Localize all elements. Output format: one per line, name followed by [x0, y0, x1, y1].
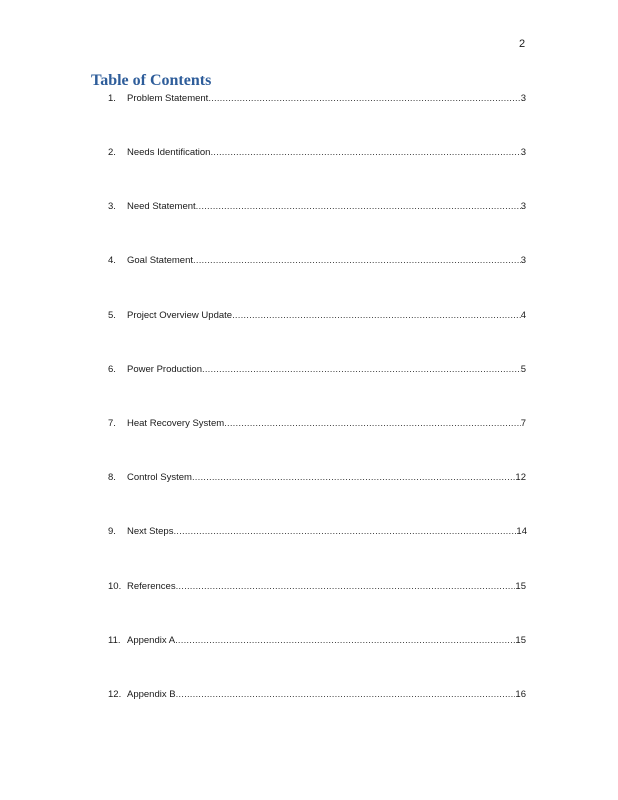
toc-entry-page: 3: [520, 147, 526, 158]
toc-dot-leader: [175, 634, 515, 648]
toc-dot-leader: [196, 200, 521, 214]
toc-entry[interactable]: [108, 363, 526, 377]
toc-title: Table of Contents: [91, 72, 212, 89]
toc-dot-leader: [173, 525, 516, 539]
toc-entry-number: 7.: [108, 418, 116, 429]
toc-entry[interactable]: [108, 580, 526, 594]
toc-entry-number: 9.: [108, 526, 116, 537]
toc-entry-label: Appendix B: [127, 689, 176, 700]
toc-dot-leader: [232, 309, 521, 323]
toc-dot-leader: [193, 254, 521, 268]
toc-entry-label: Appendix A: [127, 635, 176, 646]
toc-entry-label: Power Production: [127, 364, 202, 375]
toc-entry-number: 12.: [108, 689, 122, 700]
toc-entry-label: Problem Statement: [127, 93, 209, 104]
toc-entry[interactable]: [108, 634, 526, 648]
toc-entry-number: 6.: [108, 364, 116, 375]
toc-entry[interactable]: [108, 146, 526, 160]
toc-dot-leader: [208, 92, 520, 106]
toc-entry-page: 15: [515, 635, 526, 646]
toc-entry-label: Needs Identification: [127, 147, 211, 158]
toc-entry-label: Goal Statement: [127, 255, 194, 266]
toc-entry-number: 8.: [108, 472, 116, 483]
toc-dot-leader: [176, 580, 516, 594]
toc-entry-number: 2.: [108, 147, 116, 158]
toc-entry-number: 1.: [108, 93, 116, 104]
toc-dot-leader: [192, 471, 515, 485]
page-number: 2: [519, 38, 526, 50]
toc-entry[interactable]: [108, 92, 526, 106]
toc-entry[interactable]: [108, 471, 526, 485]
toc-entry-number: 4.: [108, 255, 116, 266]
toc-entry-label: Heat Recovery System: [127, 418, 225, 429]
toc-entry-page: 4: [520, 310, 526, 321]
toc-entry-label: Project Overview Update: [127, 310, 233, 321]
toc-entry-page: 3: [520, 255, 526, 266]
toc-entry[interactable]: [108, 309, 526, 323]
toc-dot-leader: [202, 363, 521, 377]
toc-entry-number: 10.: [108, 581, 122, 592]
toc-dot-leader: [210, 146, 520, 160]
toc-entry[interactable]: [108, 417, 526, 431]
toc-entry-page: 16: [515, 689, 526, 700]
toc-entry-page: 3: [520, 201, 526, 212]
toc-entry-label: Need Statement: [127, 201, 196, 212]
toc-entry-label: References: [127, 581, 176, 592]
toc-entry-page: 15: [515, 581, 526, 592]
toc-entry-page: 7: [520, 418, 526, 429]
toc-entry-number: 11.: [108, 635, 121, 646]
toc-entry-page: 5: [520, 364, 526, 375]
toc-entry-number: 3.: [108, 201, 116, 212]
toc-entry[interactable]: [108, 688, 526, 702]
toc-entry[interactable]: [108, 200, 526, 214]
toc-entry-page: 12: [515, 472, 526, 483]
toc-entry-number: 5.: [108, 310, 116, 321]
toc-entry-page: 14: [516, 526, 527, 537]
toc-dot-leader: [176, 688, 516, 702]
toc-entry[interactable]: [108, 254, 526, 268]
toc-entry-label: Control System: [127, 472, 192, 483]
toc-entry[interactable]: [108, 525, 527, 539]
toc-entry-label: Next Steps: [127, 526, 174, 537]
toc-dot-leader: [224, 417, 521, 431]
toc-entry-page: 3: [520, 93, 526, 104]
